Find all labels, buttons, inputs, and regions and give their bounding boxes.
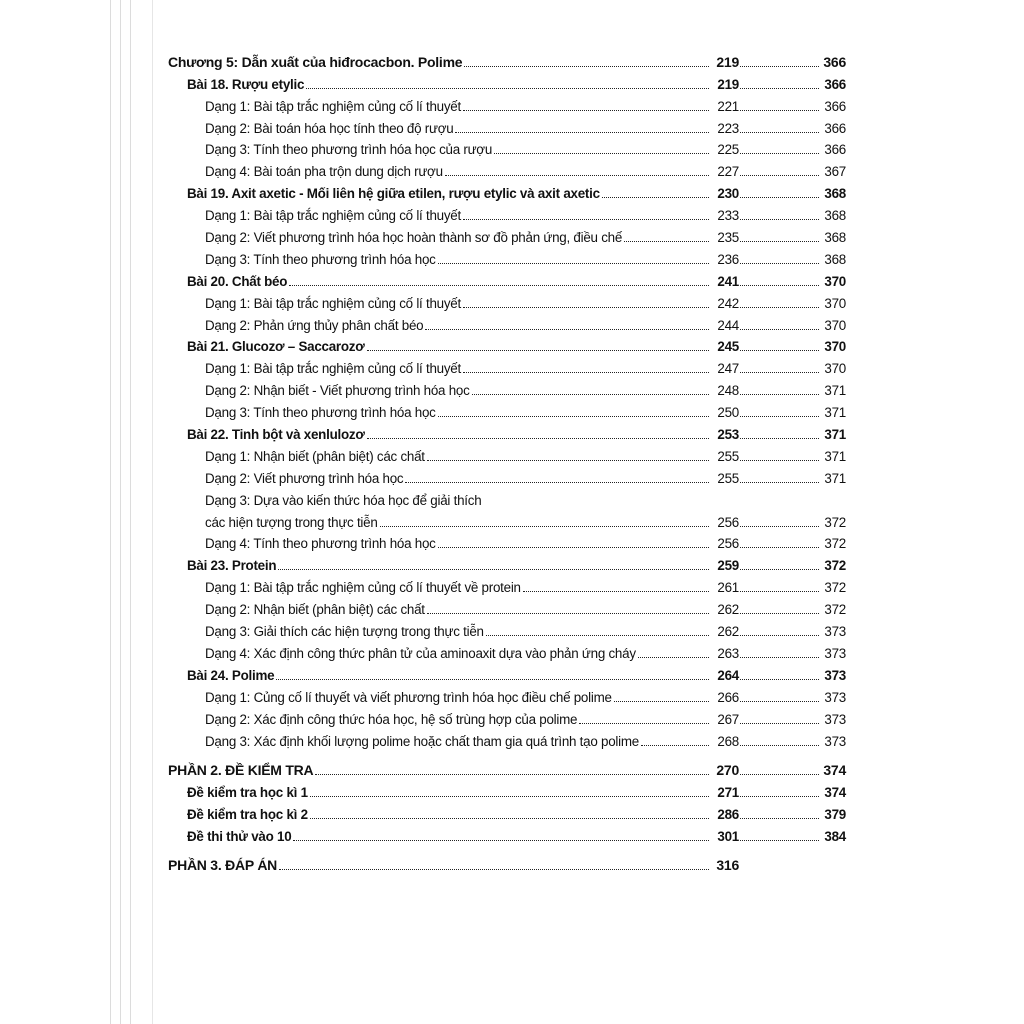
answer-page-number: 370 [824,295,846,311]
dot-leader [455,131,709,133]
dot-leader [486,634,709,636]
dot-leader [740,152,819,154]
dot-leader [740,568,819,570]
dot-leader [425,328,709,330]
dot-leader [427,459,709,461]
toc-entry-lesson [168,333,846,355]
page-number: 264 [717,667,739,683]
answer-page-number: 371 [824,383,846,399]
toc-entry-title: Bài 20. Chất béo [187,273,288,289]
page-number: 253 [717,427,739,443]
page-number: 271 [717,784,739,800]
answer-page-number: 371 [824,448,846,464]
dot-leader [463,218,709,220]
dot-leader [740,174,819,176]
dot-leader [740,722,819,724]
dot-leader [602,196,709,198]
answer-page-number: 368 [824,186,846,202]
toc-entry-lesson [168,70,846,92]
toc-entry-title: Dạng 2: Nhận biết (phân biệt) các chất [205,602,425,618]
dot-leader [740,109,819,111]
dot-leader [740,284,819,286]
answer-page-number: 384 [824,828,846,844]
toc-entry-title: Dạng 3: Tính theo phương trình hóa học [205,251,436,267]
toc-entry-item [168,92,846,114]
toc-entry-title: Dạng 3: Tính theo phương trình hóa học [205,405,436,421]
dot-leader [740,795,819,797]
dot-leader [463,306,709,308]
page-number: 247 [717,361,739,377]
page-number: 241 [717,273,739,289]
toc-entry-title: Bài 22. Tinh bột và xenlulozơ [187,427,365,443]
toc-entry-lesson [168,822,846,844]
dot-leader [740,65,819,67]
answer-page-number: 368 [824,230,846,246]
dot-leader [740,590,819,592]
answer-page-number: 371 [824,405,846,421]
toc-entry-title: Dạng 1: Bài tập trắc nghiệm củng cố lí thuyết [205,208,461,224]
answer-page-number: 370 [824,339,846,355]
dot-leader [740,869,819,870]
answer-page-number: 373 [824,711,846,727]
page-edge-line [110,0,111,1024]
answer-page-number: 373 [824,624,846,640]
answer-page-number: 370 [824,317,846,333]
toc-entry-item [168,508,846,530]
toc-entry-title: Dạng 3: Giải thích các hiện tượng trong thực tiễn [205,624,484,640]
dot-leader [740,459,819,461]
dot-leader [427,612,709,614]
toc-entry-title: Dạng 2: Viết phương trình hóa học [205,470,404,486]
table-of-contents [168,48,846,873]
dot-leader [740,131,819,133]
toc-entry-item [168,464,846,486]
toc-entry-title: Dạng 3: Tính theo phương trình hóa học của rượu [205,142,493,158]
answer-page-number: 366 [824,120,846,136]
page-number: 242 [717,295,739,311]
dot-leader [472,393,709,395]
toc-entry-item [168,136,846,158]
page-number: 267 [717,711,739,727]
toc-entry-item [168,201,846,223]
answer-page-number: 372 [824,514,846,530]
dot-leader [405,481,709,483]
toc-entry-title: Bài 19. Axit axetic - Mối liên hệ giữa etilen, rượu etylic và axit axetic [187,186,600,202]
toc-entry-item [168,398,846,420]
page-number: 255 [717,470,739,486]
dot-leader [464,65,709,67]
answer-page-number: 373 [824,645,846,661]
toc-entry-title: Dạng 1: Nhận biết (phân biệt) các chất [205,448,425,464]
page-number: 261 [717,580,739,596]
dot-leader [740,817,819,819]
answer-page-number: 374 [823,761,846,778]
toc-entry-title: Bài 24. Polime [187,667,275,683]
dot-leader [740,349,819,351]
toc-entry-title: Bài 23. Protein [187,558,277,574]
dot-leader [740,240,819,242]
page-number: 301 [717,828,739,844]
dot-leader [740,481,819,483]
toc-entry-title: Dạng 4: Bài toán pha trộn dung dịch rượu [205,164,443,180]
dot-leader [278,568,709,570]
page-number: 262 [717,602,739,618]
dot-leader [641,744,709,746]
answer-page-number: 371 [824,427,846,443]
page-number: 223 [717,120,739,136]
toc-entry-title: Dạng 4: Tính theo phương trình hóa học [205,536,436,552]
toc-entry-item [168,311,846,333]
toc-entry-lesson [168,661,846,683]
dot-leader [740,839,819,841]
page-number: 286 [717,806,739,822]
dot-leader [463,371,709,373]
toc-entry-title: Chương 5: Dẫn xuất của hiđrocacbon. Polime [168,53,463,70]
toc-entry-item [168,705,846,727]
toc-entry-lesson [168,551,846,573]
page-number: 245 [717,339,739,355]
page-number: 244 [717,317,739,333]
page-number: 263 [717,645,739,661]
dot-leader [740,218,819,220]
page-number: 316 [716,856,739,873]
toc-entry-item [168,157,846,179]
dot-leader [740,262,819,264]
dot-leader [306,87,709,89]
page-number: 230 [717,186,739,202]
toc-entry-title: PHẦN 2. ĐỀ KIỂM TRA [168,761,314,778]
toc-entry-title: Dạng 1: Bài tập trắc nghiệm củng cố lí thuyết về protein [205,580,521,596]
answer-page-number: 368 [824,251,846,267]
dot-leader [740,546,819,548]
toc-entry-item [168,223,846,245]
dot-leader [367,437,709,439]
toc-entry-item [168,617,846,639]
dot-leader [740,773,819,775]
dot-leader [740,656,819,658]
answer-page-number: 371 [824,470,846,486]
toc-entry-title: Bài 21. Glucozơ – Saccarozơ [187,339,365,355]
toc-entry-part [168,756,846,778]
answer-page-number: 372 [824,580,846,596]
answer-page-number: 366 [824,76,846,92]
toc-entry-title: PHẦN 3. ĐÁP ÁN [168,856,278,873]
dot-leader [463,109,709,111]
dot-leader [293,839,709,841]
toc-entry-title: Dạng 1: Bài tập trắc nghiệm củng cố lí thuyết [205,295,461,311]
dot-leader [438,546,709,548]
toc-entry-lesson [168,179,846,201]
answer-page-number: 366 [824,142,846,158]
dot-leader [310,795,709,797]
dot-leader [740,371,819,373]
answer-page-number: 367 [824,164,846,180]
dot-leader [494,152,709,154]
toc-entry-item [168,727,846,749]
dot-leader [740,328,819,330]
answer-page-number: 372 [824,536,846,552]
dot-leader [367,349,709,351]
dot-leader [740,415,819,417]
toc-entry-lesson [168,778,846,800]
answer-page-number: 374 [824,784,846,800]
toc-entry-title: Dạng 3: Dựa vào kiến thức hóa học để giải thích [205,492,482,508]
dot-leader [740,393,819,395]
page-number: 262 [717,624,739,640]
answer-page-number: 370 [824,273,846,289]
dot-leader [310,817,709,819]
dot-leader [289,284,709,286]
dot-leader [579,722,709,724]
toc-entry-title: Đề kiểm tra học kì 2 [187,806,308,822]
page-number: 236 [717,251,739,267]
dot-leader [740,504,819,505]
dot-leader [638,656,709,658]
toc-entry-title: Dạng 2: Nhận biết - Viết phương trình hóa học [205,383,470,399]
dot-leader [483,504,709,505]
answer-page-number: 372 [824,602,846,618]
page-number: 250 [717,405,739,421]
dot-leader [740,87,819,89]
toc-entry-item [168,683,846,705]
page-number: 256 [717,514,739,530]
page-number: 227 [717,164,739,180]
answer-page-number: 372 [824,558,846,574]
toc-entry-item [168,573,846,595]
dot-leader [740,525,819,527]
dot-leader [740,700,819,702]
toc-entry-item [168,486,846,508]
toc-entry-title: Dạng 2: Bài toán hóa học tính theo độ rượu [205,120,454,136]
toc-entry-title: Dạng 1: Bài tập trắc nghiệm củng cố lí thuyết [205,361,461,377]
dot-leader [276,678,709,680]
toc-entry-part [168,851,846,873]
page-number: 225 [717,142,739,158]
toc-entry-item [168,442,846,464]
dot-leader [740,306,819,308]
toc-entry-title: Bài 18. Rượu etylic [187,76,305,92]
page-number: 248 [717,383,739,399]
page-number: 219 [717,76,739,92]
answer-page-number: 373 [824,689,846,705]
page-number: 221 [717,98,739,114]
toc-entry-lesson [168,800,846,822]
toc-entry-item [168,530,846,552]
toc-entry-chapter [168,48,846,70]
answer-page-number: 366 [823,53,846,70]
page-number: 233 [717,208,739,224]
toc-entry-title: Dạng 2: Xác định công thức hóa học, hệ số trùng hợp của polime [205,711,578,727]
toc-entry-title: Dạng 2: Phản ứng thủy phân chất béo [205,317,424,333]
page-number: 235 [717,230,739,246]
toc-entry-lesson [168,420,846,442]
dot-leader [740,437,819,439]
toc-entry-title: Đề kiểm tra học kì 1 [187,784,308,800]
answer-page-number: 373 [824,667,846,683]
toc-entry-item [168,114,846,136]
toc-entry-item [168,354,846,376]
toc-entry-title: Đề thi thử vào 10 [187,828,292,844]
dot-leader [740,612,819,614]
page-number: 266 [717,689,739,705]
toc-entry-item [168,289,846,311]
answer-page-number: 370 [824,361,846,377]
toc-entry-title: Dạng 1: Củng cố lí thuyết và viết phương trình hóa học điều chế polime [205,689,612,705]
toc-entry-title: các hiện tượng trong thực tiễn [205,514,378,530]
dot-leader [279,868,709,870]
dot-leader [740,678,819,680]
dot-leader [740,744,819,746]
dot-leader [624,240,709,242]
toc-entry-title: Dạng 4: Xác định công thức phân tử của aminoaxit dựa vào phản ứng cháy [205,645,636,661]
toc-entry-item [168,376,846,398]
dot-leader [438,415,709,417]
dot-leader [740,634,819,636]
page-number: 259 [717,558,739,574]
dot-leader [740,196,819,198]
toc-entry-title: Dạng 1: Bài tập trắc nghiệm củng cố lí thuyết [205,98,461,114]
dot-leader [380,525,709,527]
dot-leader [315,773,709,775]
answer-page-number: 368 [824,208,846,224]
page-number: 256 [717,536,739,552]
toc-entry-item [168,595,846,617]
toc-entry-lesson [168,267,846,289]
dot-leader [445,174,709,176]
answer-page-number: 373 [824,733,846,749]
dot-leader [438,262,709,264]
toc-entry-title: Dạng 2: Viết phương trình hóa học hoàn thành sơ đồ phản ứng, điều chế [205,230,623,246]
page-number: 270 [716,761,739,778]
toc-entry-title: Dạng 3: Xác định khối lượng polime hoặc chất tham gia quá trình tạo polime [205,733,639,749]
dot-leader [614,700,709,702]
answer-page-number: 379 [824,806,846,822]
dot-leader [523,590,709,592]
page-edge-line [120,0,121,1024]
toc-entry-item [168,245,846,267]
page-number: 268 [717,733,739,749]
answer-page-number: 366 [824,98,846,114]
page-edge-line [130,0,131,1024]
page-number: 219 [716,53,739,70]
page-number: 255 [717,448,739,464]
page-edge-line [152,0,153,1024]
toc-entry-item [168,639,846,661]
